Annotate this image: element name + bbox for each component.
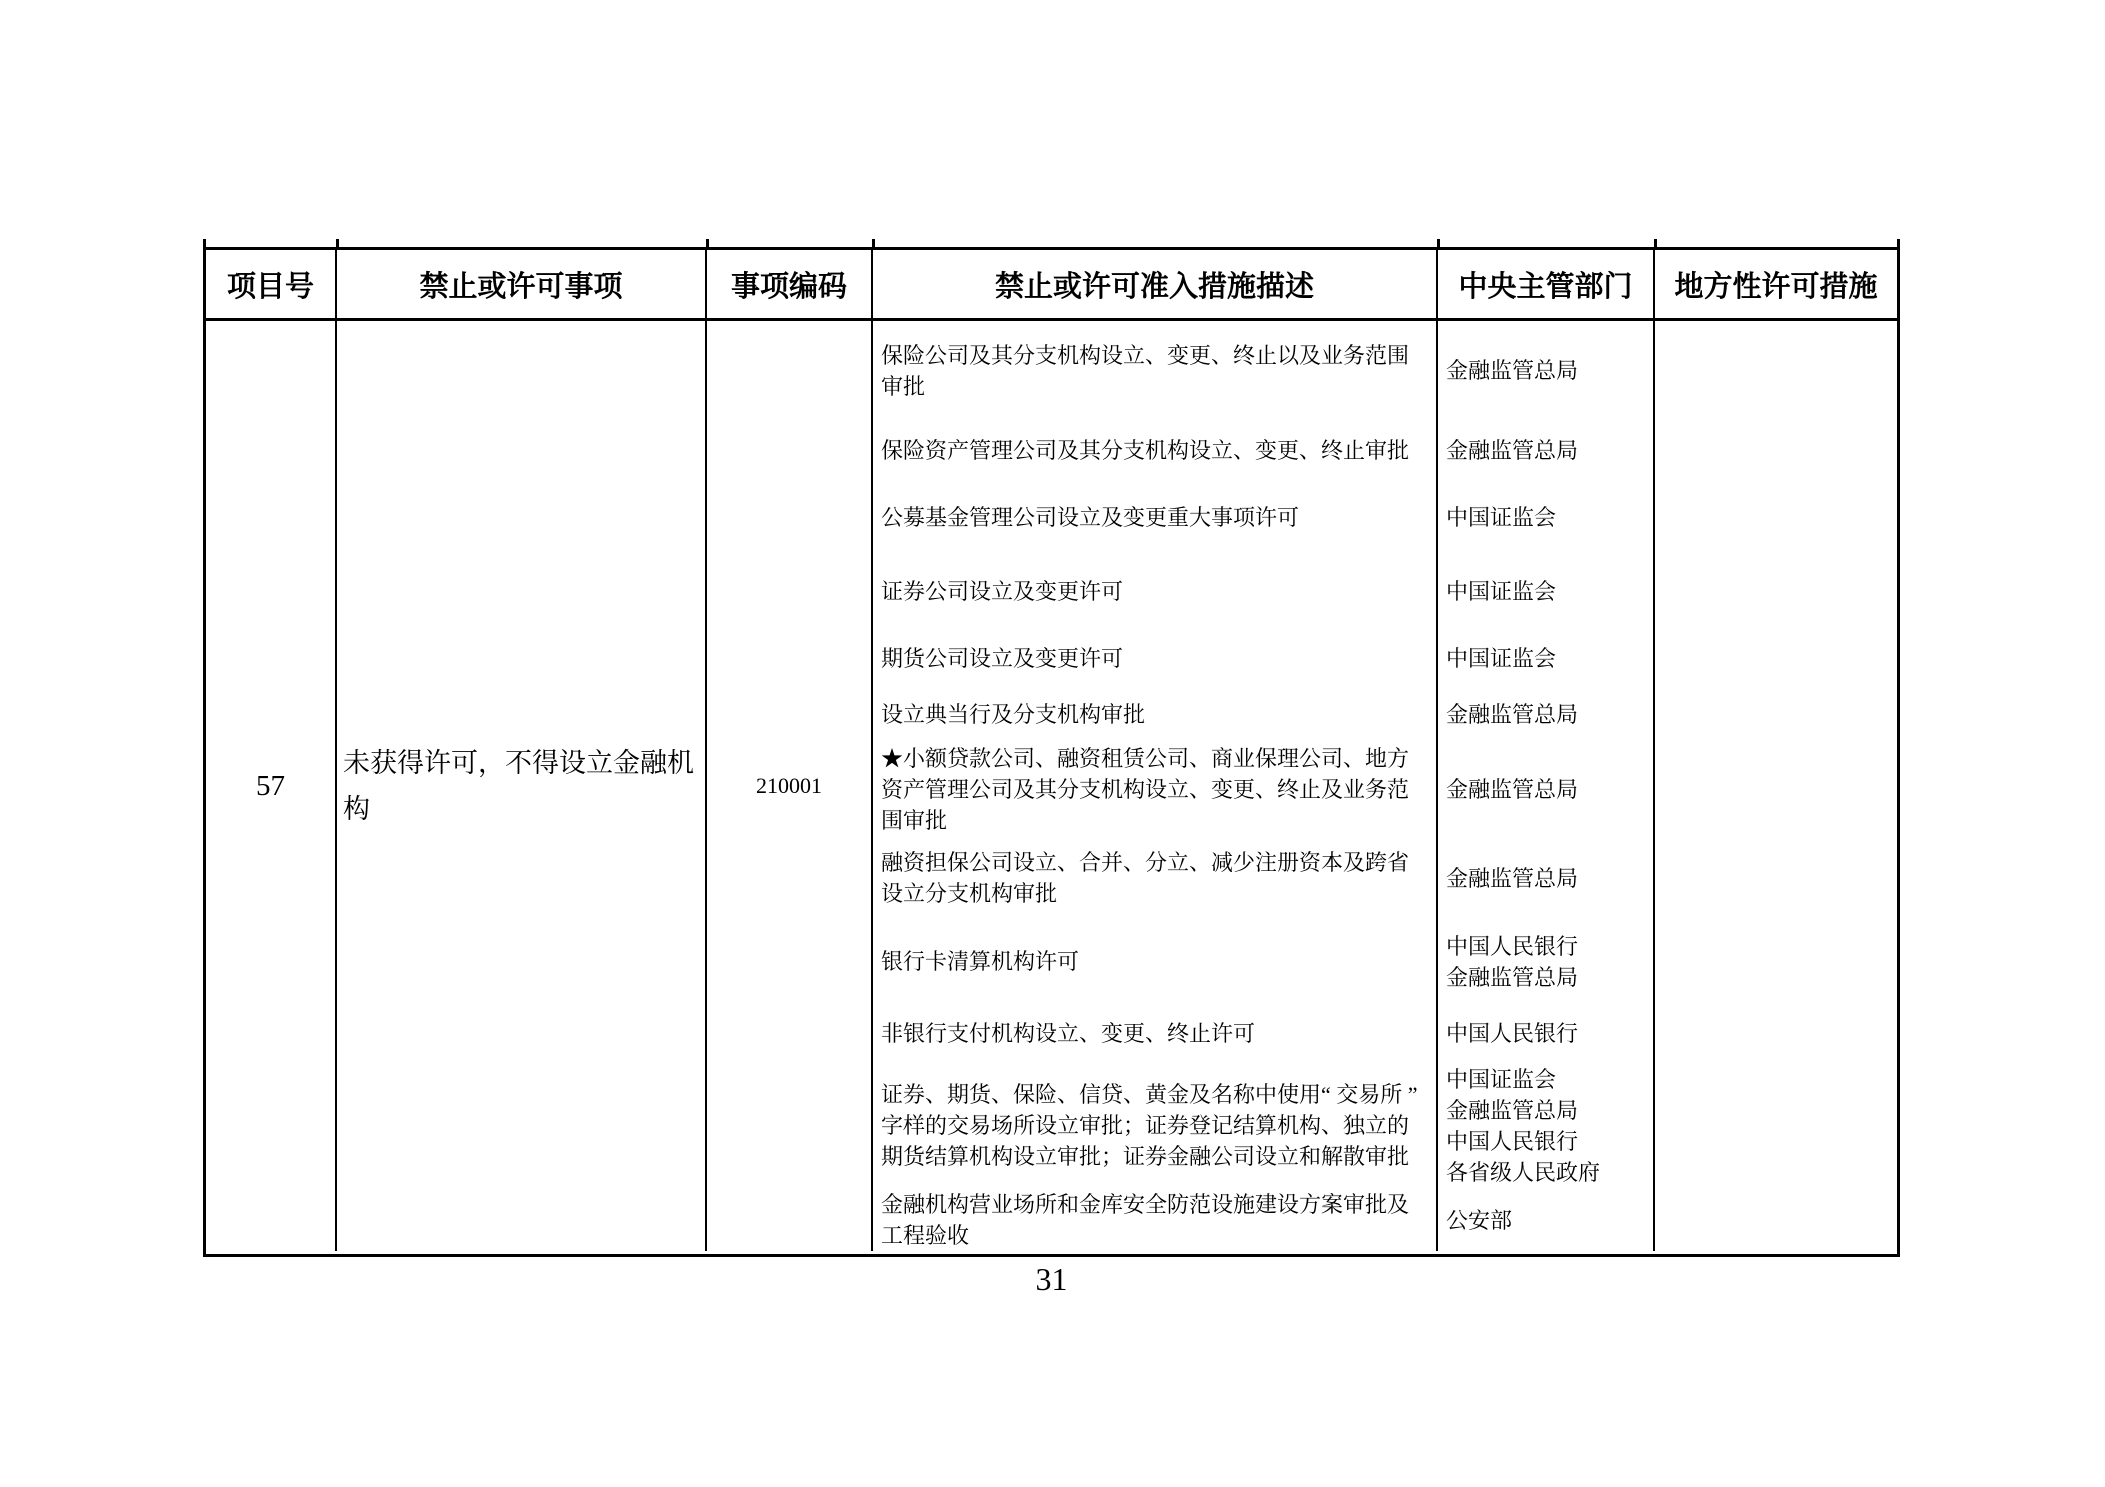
department-entry [1438,420,1653,480]
measure-description-text: 银行卡清算机构许可 [881,949,1080,974]
department-entry [1438,919,1653,1004]
header-local-measures: 地方性许可措施 [1655,250,1897,321]
department-name: 中国证监会 [1446,1066,1557,1092]
measure-description [873,687,1436,742]
department-name: 金融监管总局 [1446,865,1579,891]
department-name: 中国人民银行 [1446,1020,1579,1046]
header-item-no: 项目号 [206,250,337,321]
measure-description-text: 期货公司设立及变更许可 [881,645,1124,671]
page-number: 31 [1035,1261,1068,1297]
department-entry [1438,687,1653,742]
department-entry [1438,1004,1653,1062]
measure-description [873,629,1436,687]
header-department: 中央主管部门 [1438,250,1655,321]
measure-description-text: 证券、期货、保险、信贷、黄金及名称中使用“ 交易所 ” 字样的交易场所设立审批；证券登记结算机构、独立的期货结算机构设立审批；证券金融公司设立和解散审批 [881,1082,1418,1169]
measure-description [873,919,1436,1004]
measure-description-text: 公募基金管理公司设立及变更重大事项许可 [881,504,1300,530]
measure-description [873,837,1436,919]
department-entry [1438,480,1653,554]
measure-description [873,1062,1436,1189]
measure-description [873,420,1436,480]
measure-description [873,554,1436,629]
header-matter: 禁止或许可事项 [337,250,707,321]
header-code: 事项编码 [707,250,873,321]
department-name: 中国人民银行 [1446,933,1579,959]
measure-description-text: 证券公司设立及变更许可 [881,579,1124,604]
department-name: 各省级人民政府 [1446,1159,1601,1185]
measure-description [873,1004,1436,1062]
measure-description [873,321,1436,420]
measure-description [873,742,1436,837]
department-entry [1438,554,1653,629]
measure-description-text: 金融机构营业场所和金库安全防范设施建设方案审批及工程验收 [881,1192,1410,1248]
department-entry [1438,837,1653,919]
measure-description [873,480,1436,554]
department-entry [1438,742,1653,837]
measure-description-text: 保险公司及其分支机构设立、变更、终止以及业务范围审批 [881,342,1410,399]
department-name: 中国证监会 [1446,645,1557,671]
cell-matter [337,321,707,1251]
department-name: 金融监管总局 [1446,437,1579,463]
cell-departments [1438,321,1655,1251]
measure-description-text: 设立典当行及分支机构审批 [881,702,1146,727]
department-entry [1438,321,1653,420]
department-name: 金融监管总局 [1446,358,1579,383]
measure-description-text: 保险资产管理公司及其分支机构设立、变更、终止审批 [881,437,1410,463]
negative-list-table [203,247,1900,1257]
department-name: 中国证监会 [1446,579,1557,604]
matter-text: 未获得许可，不得设立金融机构 [343,748,694,824]
measure-description-text: 融资担保公司设立、合并、分立、减少注册资本及跨省设立分支机构审批 [881,850,1410,906]
department-name: 金融监管总局 [1446,777,1579,802]
measure-description-text: ★小额贷款公司、融资租赁公司、商业保理公司、地方资产管理公司及其分支机构设立、变更、终止及业务范围审批 [881,746,1410,833]
department-name: 金融监管总局 [1446,964,1579,990]
header-measures: 禁止或许可准入措施描述 [873,250,1438,321]
department-name: 中国证监会 [1446,504,1557,530]
department-entry [1438,629,1653,687]
department-entry [1438,1062,1653,1189]
cell-item-no: 57 [206,321,337,1251]
cell-measures [873,321,1438,1251]
measure-description [873,1189,1436,1251]
department-name: 金融监管总局 [1446,1097,1579,1123]
department-entry [1438,1189,1653,1251]
cell-code: 210001 [707,321,873,1251]
department-name: 金融监管总局 [1446,702,1579,727]
cell-local-measures [1655,321,1897,1251]
department-name: 中国人民银行 [1446,1128,1579,1154]
department-name: 公安部 [1446,1207,1513,1233]
measure-description-text: 非银行支付机构设立、变更、终止许可 [881,1020,1256,1046]
